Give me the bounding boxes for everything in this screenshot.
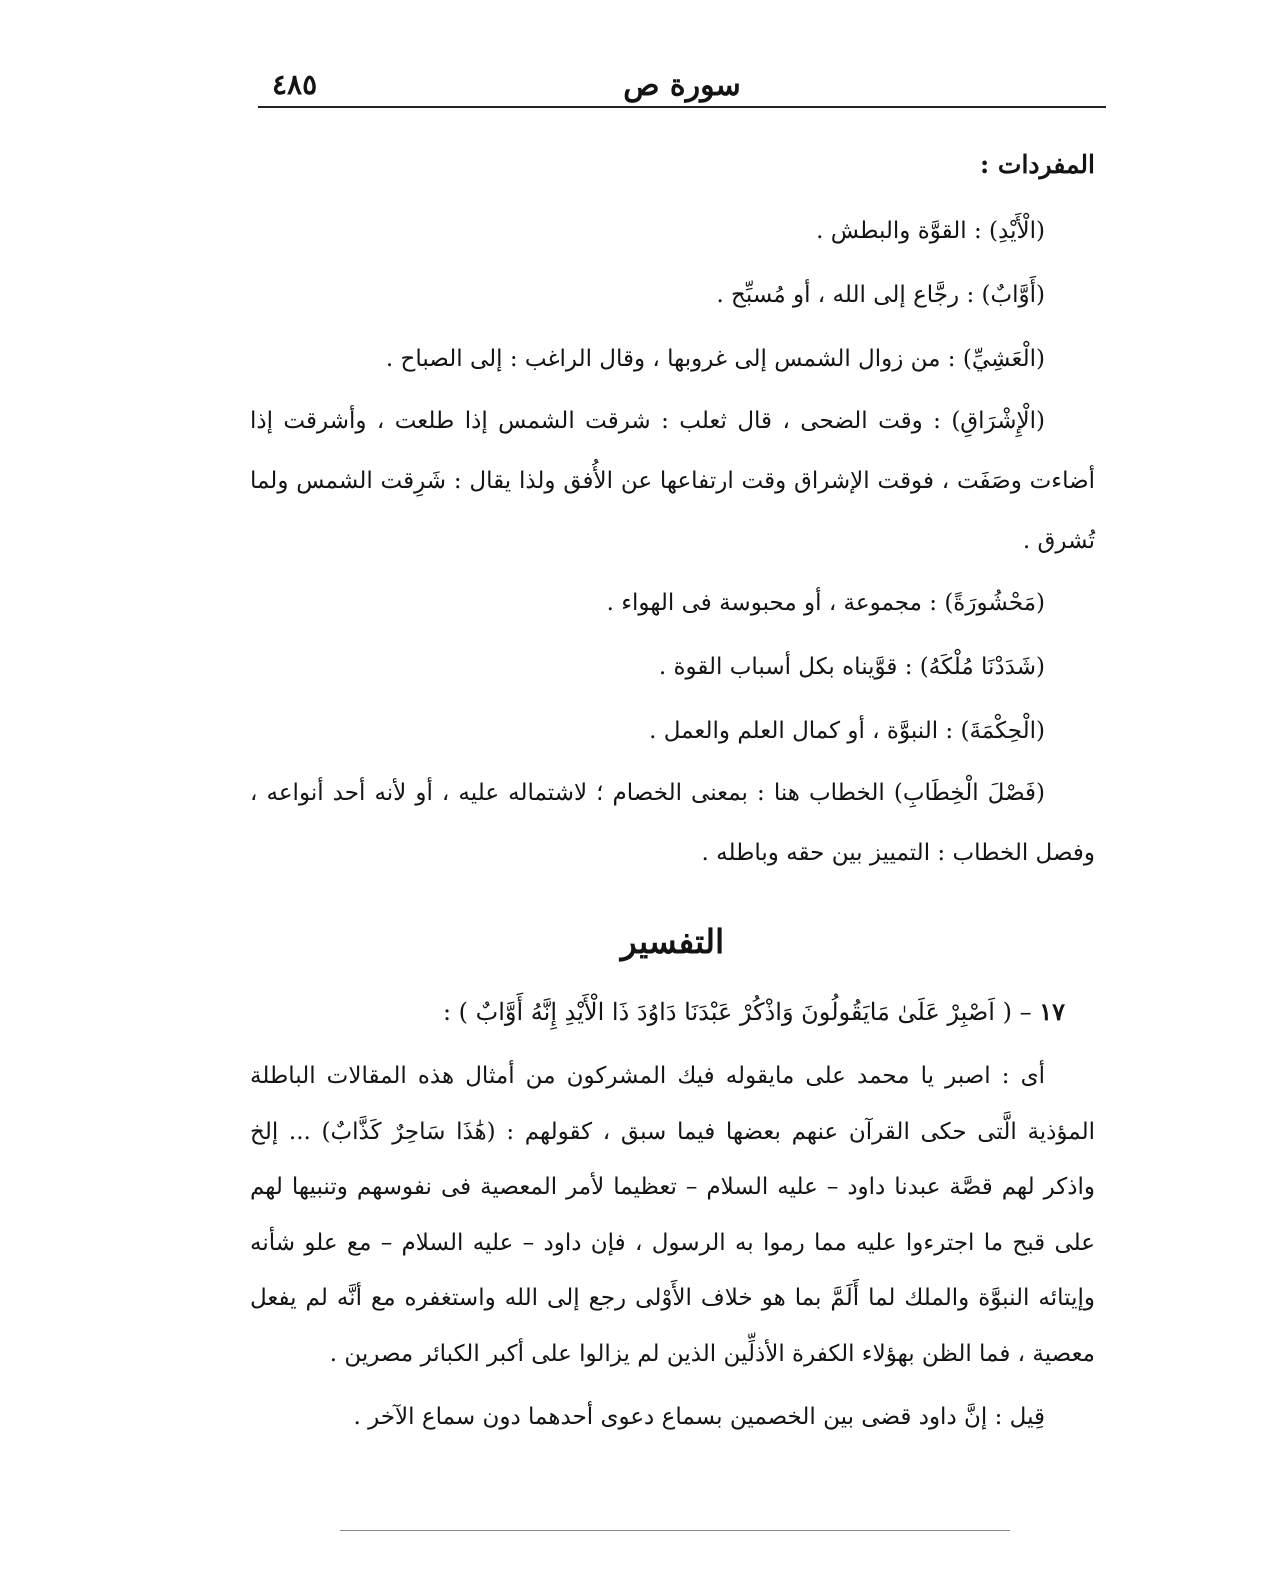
- footer-rule: [340, 1530, 1010, 1531]
- page-header: [258, 60, 1106, 110]
- verse-number: ١٧: [1039, 997, 1065, 1026]
- vocab-item: (الْحِكْمَةَ) : النبوَّة ، أو كمال العلم والعمل .: [649, 718, 1045, 744]
- page-number: ٤٨٥: [272, 68, 318, 101]
- tafsir-paragraph: أى : اصبر يا محمد على مايقوله فيك المشركون من أمثال هذه المقالات الباطلة المؤذية الَّتى حكى القرآن عنهم بعضها فيما سبق ، كقولهم : (هَٰذَا سَاحِرٌ كَذَّابٌ) ... إلخ واذكر لهم قصَّة عبدنا داود – عليه السلام – تعظيما لأمر المعصية فى نفوسهم وتنبيها لهم على قبح ما اجترءوا عليه مما رموا به الرسول ، فإن داود – عليه السلام – مع علو شأنه وإيتائه النبوَّة والملك لما أَلَمَّ بما هو خلاف الأَوْلى رجع إلى الله واستغفره مع أنَّه لم يفعل معصية ، فما الظن بهؤلاء الكفرة الأذلِّين الذين لم يزالوا على أكبر الكبائر مصرين .: [250, 1063, 1095, 1367]
- vocab-item: (مَحْشُورَةً) : مجموعة ، أو محبوسة فى الهواء .: [606, 590, 1045, 616]
- page-content: [250, 145, 1095, 1445]
- tafsir-heading: التفسير: [620, 922, 725, 961]
- vocab-item: (الْعَشِيِّ) : من زوال الشمس إلى غروبها ، وقال الراغب : إلى الصباح .: [385, 346, 1045, 372]
- vocab-heading: المفردات :: [979, 150, 1095, 179]
- quran-verse: [250, 987, 1095, 1037]
- surah-title: سورة ص: [623, 68, 741, 103]
- header-rule: [258, 106, 1106, 108]
- vocab-item: (أَوَّابٌ) : رجَّاع إلى الله ، أو مُسبِّح .: [716, 282, 1045, 308]
- verse-text: – ( اَصْبِرْ عَلَىٰ مَايَقُولُونَ وَاذْكُرْ عَبْدَنَا دَاوُدَ ذَا الْأَيْدِ إِنَّهُ أَوَّابٌ ) :: [442, 998, 1032, 1026]
- tafsir-paragraph-2: قِيل : إنَّ داود قضى بين الخصمين بسماع دعوى أحدهما دون سماع الآخر .: [353, 1404, 1045, 1430]
- vocab-item: (الْأَيْدِ) : القوَّة والبطش .: [816, 218, 1045, 244]
- vocab-item: (الْإِشْرَاقِ) : وقت الضحى ، قال ثعلب : شرقت الشمس إذا طلعت ، وأشرقت إذا أضاءت وصَفَت ، فوقت الإشراق وقت ارتفاعها عن الأُفق ولذا يقال : شَرِقت الشمس ولما تُشرق .: [250, 408, 1095, 554]
- vocab-item: (شَدَدْنَا مُلْكَهُ) : قوَّيناه بكل أسباب القوة .: [658, 654, 1045, 680]
- vocab-item: (فَصْلَ الْخِطَابِ) الخطاب هنا : بمعنى الخصام ؛ لاشتماله عليه ، أو لأنه أحد أنواعه ، وفصل الخطاب : التمييز بين حقه وباطله .: [250, 780, 1095, 866]
